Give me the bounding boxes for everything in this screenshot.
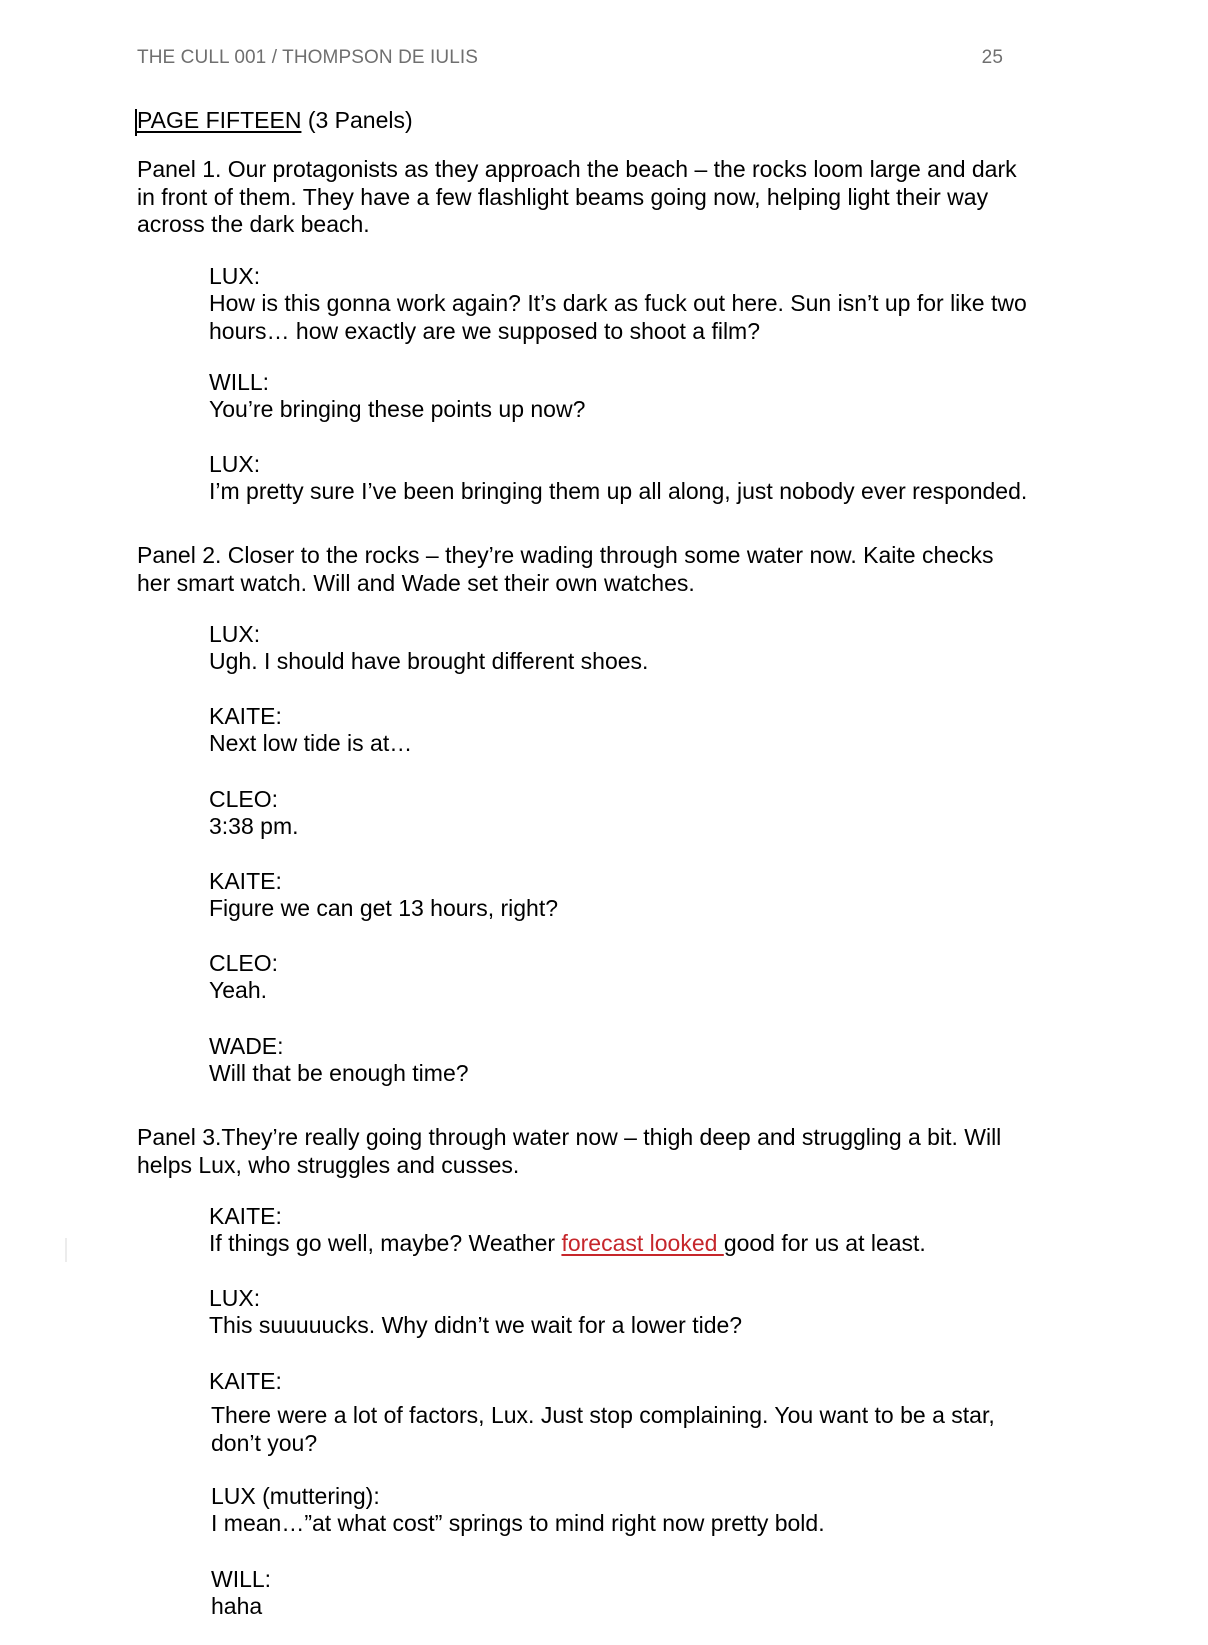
text-line: Panel 2. Closer to the rocks – they’re wading through some water now. Kaite checks [137,542,994,568]
speaker-label[interactable]: LUX: [209,451,261,477]
running-title: THE CULL 001 / THOMPSON DE IULIS [137,47,479,68]
page-header [137,47,1003,71]
page-title[interactable] [137,107,301,133]
text-line: across the dark beach. [137,211,370,237]
speaker-label[interactable]: KAITE: [209,703,282,729]
speaker-label[interactable]: LUX (muttering): [211,1483,380,1509]
text-cursor [135,109,137,136]
dialogue-line[interactable]: haha [211,1593,263,1619]
dialogue-line[interactable]: Ugh. I should have brought different shoes. [209,648,649,674]
panel-2-description[interactable] [137,542,1057,597]
speaker-label[interactable]: LUX: [209,263,261,289]
page-number: 25 [981,47,1003,68]
speaker-label[interactable]: WILL: [211,1566,272,1592]
text-line: How is this gonna work again? It’s dark as fuck out here. Sun isn’t up for like two [209,290,1027,316]
speaker-label[interactable]: KAITE: [209,868,282,894]
speaker-label[interactable]: WILL: [209,369,270,395]
text-line: don’t you? [211,1429,318,1456]
tracked-insertion[interactable]: forecast looked [561,1230,724,1256]
speaker-label[interactable]: KAITE: [209,1203,282,1229]
speaker-label[interactable]: KAITE: [209,1368,282,1394]
text-segment: If things go well, maybe? Weather [209,1230,562,1256]
text-line: helps Lux, who struggles and cusses. [137,1151,520,1178]
speaker-label[interactable]: LUX: [209,621,261,647]
dialogue-line[interactable]: Will that be enough time? [209,1060,469,1086]
dialogue-line[interactable]: Next low tide is at… [209,730,413,756]
dialogue-line[interactable]: Figure we can get 13 hours, right? [209,895,559,921]
dialogue-line[interactable] [209,1230,1069,1258]
text-line: hours… how exactly are we supposed to shoot a film? [209,317,761,344]
text-line: There were a lot of factors, Lux. Just stop complaining. You want to be a star, [211,1402,995,1428]
text-line: Panel 1. Our protagonists as they approach the beach – the rocks loom large and dark [137,156,1017,182]
text-line: in front of them. They have a few flashlight beams going now, helping light their way [137,183,989,210]
page-title-text: PAGE FIFTEEN [137,107,302,133]
panel-3-description[interactable] [137,1124,1057,1179]
dialogue-line[interactable]: You’re bringing these points up now? [209,396,586,422]
text-line: Panel 3.They’re really going through water now – thigh deep and struggling a bit. Will [137,1124,1002,1150]
text-line: her smart watch. Will and Wade set their own watches. [137,569,695,596]
page-heading[interactable] [137,106,413,134]
dialogue-line[interactable] [209,290,1069,345]
speaker-label[interactable]: LUX: [209,1285,261,1311]
panel-1-description[interactable] [137,156,1057,239]
panel-count: (3 Panels) [301,107,413,133]
dialogue-line[interactable] [211,1402,1071,1457]
dialogue-line[interactable]: 3:38 pm. [209,813,299,839]
dialogue-line[interactable]: This suuuuucks. Why didn’t we wait for a lower tide? [209,1312,743,1338]
margin-change-bar [65,1238,67,1262]
dialogue-line[interactable]: I’m pretty sure I’ve been bringing them up all along, just nobody ever responded. [209,478,1028,504]
speaker-label[interactable]: WADE: [209,1033,284,1059]
dialogue-line[interactable]: I mean…”at what cost” springs to mind right now pretty bold. [211,1510,825,1536]
dialogue-line[interactable]: Yeah. [209,977,267,1003]
text-segment: good for us at least. [723,1230,926,1256]
speaker-label[interactable]: CLEO: [209,786,279,812]
speaker-label[interactable]: CLEO: [209,950,279,976]
